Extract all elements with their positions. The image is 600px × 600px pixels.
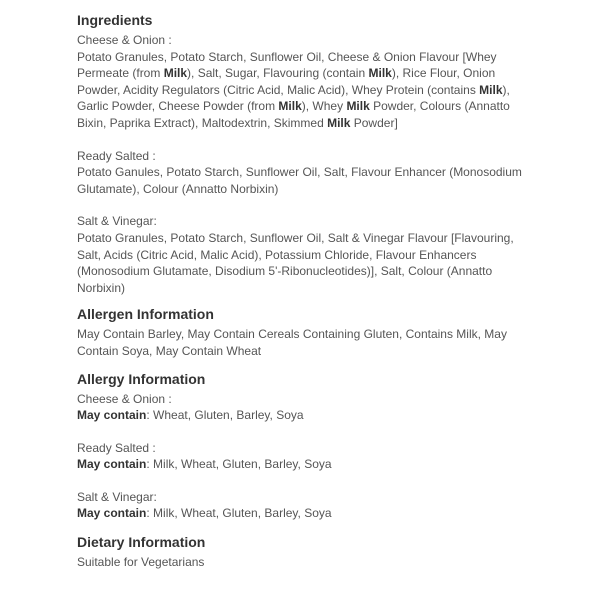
ingredient-text-segment: ), Garlic Powder, Cheese Powder (from [77, 82, 510, 114]
allergen-highlight: Milk [346, 99, 370, 114]
ingredient-groups [77, 32, 540, 296]
allergy-variant-text [77, 407, 540, 424]
ingredient-text-segment: ), Rice Flour, Onion Powder, Acidity Regulators (Citric Acid, Malic Acid), Whey Protein (contains [77, 66, 496, 97]
dietary-information-text: Suitable for Vegetarians [77, 555, 205, 570]
may-contain-list: : Wheat, Gluten, Barley, Soya [146, 408, 304, 423]
ingredient-variant-label: Salt & Vinegar: [77, 214, 157, 229]
allergen-highlight: Milk [327, 115, 351, 130]
ingredient-variant [77, 213, 540, 296]
allergen-information-text: May Contain Barley, May Contain Cereals Containing Gluten, Contains Milk, May Contain Soya, May Contain Wheat [77, 327, 507, 358]
ingredient-variant-label: Cheese & Onion : [77, 33, 172, 47]
ingredient-text-segment: Potato Granules, Potato Starch, Sunflower Oil, Salt & Vinegar Flavour [Flavouring, Salt, Acids (Citric Acid, Malic Acid), Potassium Chloride, Flavour Enhancers (Monosodium Glutamate, Disodium 5'-Ribonucleotides)], Salt, Colour (Annatto Norbixin) [77, 230, 514, 295]
ingredient-variant-text [77, 164, 540, 197]
allergy-information-section [77, 369, 540, 523]
allergy-information-heading: Allergy Information [77, 370, 206, 387]
ingredient-variant-text [77, 49, 540, 132]
allergen-highlight: Milk [163, 66, 188, 81]
ingredient-text-segment: ), Salt, Sugar, Flavouring (contain [187, 66, 369, 81]
allergen-highlight: Milk [368, 66, 392, 81]
allergy-variant-text [77, 505, 540, 522]
ingredient-variant [77, 32, 540, 132]
may-contain-list: : Milk, Wheat, Gluten, Barley, Soya [146, 506, 332, 521]
ingredient-text-segment: ), Whey [301, 99, 347, 114]
ingredient-text-segment: Potato Granules, Potato Starch, Sunflower Oil, Cheese & Onion Flavour [Whey Permeate (from [77, 49, 497, 81]
ingredient-text-segment: Powder] [350, 115, 398, 130]
ingredient-variant-text [77, 230, 540, 296]
ingredient-variant-label: Ready Salted : [77, 148, 156, 163]
allergen-highlight: Milk [479, 82, 503, 97]
ingredients-heading: Ingredients [77, 12, 153, 28]
ingredient-text-segment: Potato Ganules, Potato Starch, Sunflower Oil, Salt, Flavour Enhancer (Monosodium Glutamate), Colour (Annatto Norbixin) [77, 165, 522, 196]
ingredients-section [77, 10, 540, 296]
allergen-information-heading: Allergen Information [77, 306, 214, 323]
allergy-variant-label: Cheese & Onion : [77, 391, 172, 406]
may-contain-list: : Milk, Wheat, Gluten, Barley, Soya [146, 457, 332, 472]
may-contain-prefix: May contain [77, 457, 147, 472]
allergy-variant [77, 391, 540, 424]
allergy-groups [77, 391, 540, 523]
allergy-variant-label: Ready Salted : [77, 440, 156, 455]
allergen-highlight: Milk [278, 99, 302, 114]
allergy-variant [77, 440, 540, 473]
dietary-information-heading: Dietary Information [77, 534, 206, 551]
allergen-information-section [77, 304, 540, 359]
allergy-variant-text [77, 456, 540, 473]
may-contain-prefix: May contain [77, 506, 147, 521]
allergy-variant-label: Salt & Vinegar: [77, 489, 157, 504]
may-contain-prefix: May contain [77, 408, 147, 423]
ingredient-variant [77, 148, 540, 198]
dietary-information-section [77, 532, 540, 571]
allergy-variant [77, 489, 540, 522]
ingredient-text-segment: Powder, Colours (Annatto Bixin, Paprika Extract), Maltodextrin, Skimmed [77, 99, 510, 130]
